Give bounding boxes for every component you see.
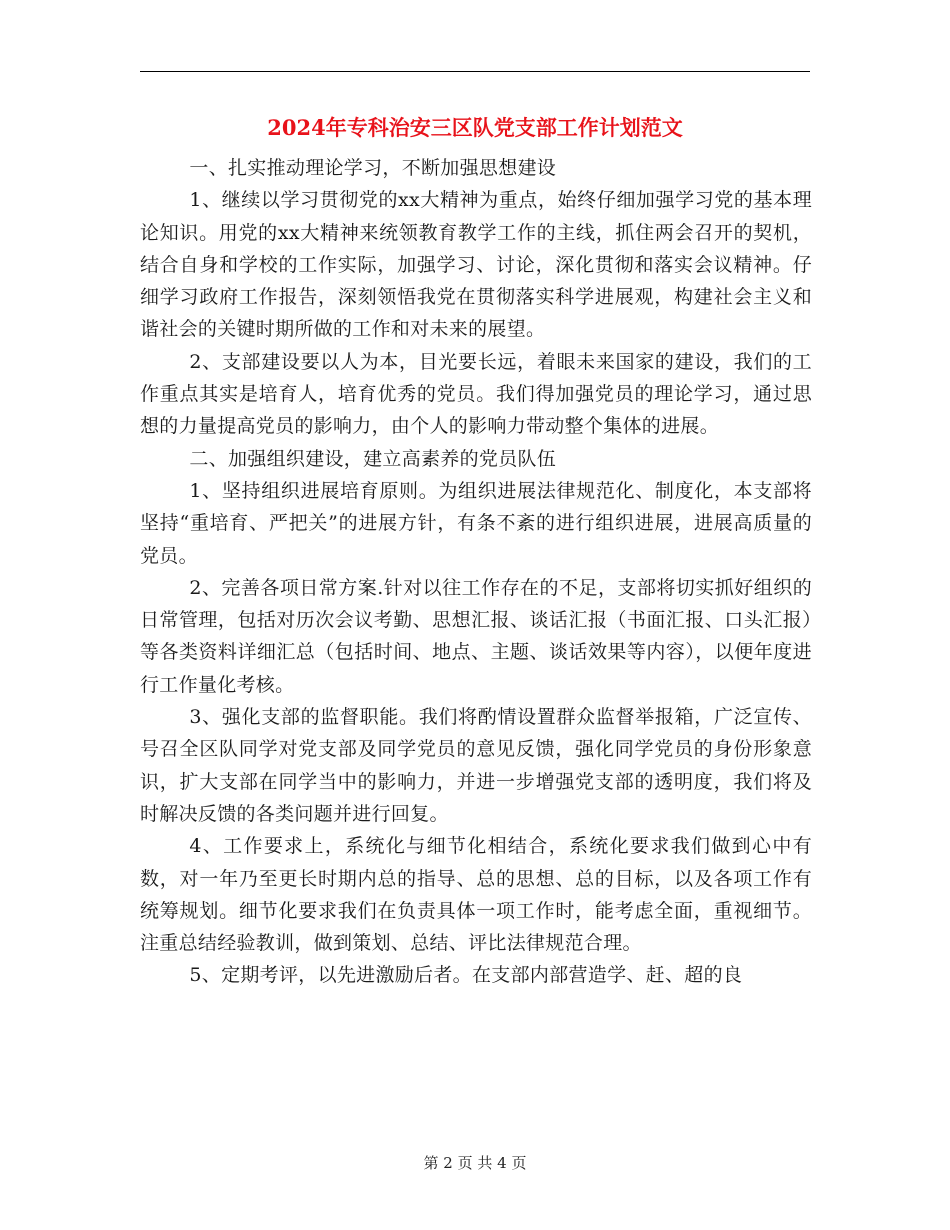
section-heading-2: 二、加强组织建设，建立高素养的党员队伍 xyxy=(189,447,557,470)
document-body xyxy=(140,152,812,992)
section-heading-1: 一、扎实推动理论学习，不断加强思想建设 xyxy=(189,157,557,179)
paragraph: 5、定期考评，以先进激励后者。在支部内部营造学、赶、超的良 xyxy=(189,964,743,987)
paragraph: 1、继续以学习贯彻党的xx大精神为重点，始终仔细加强学习党的基本理论知识。用党的xx大精神来统领教育教学工作的主线，抓住两会召开的契机，结合自身和学校的工作实际，加强学习、讨论，深化贯彻和落实会议精神。仔细学习政府工作报告，深刻领悟我党在贯彻落实科学进展观，构建社会主义和谐社会的关键时期所做的工作和对未来的展望。 xyxy=(140,189,812,341)
page-number-footer: 第 2 页 共 4 页 xyxy=(423,1154,527,1172)
paragraph: 4、工作要求上，系统化与细节化相结合，系统化要求我们做到心中有数，对一年乃至更长时期内总的指导、总的思想、总的目标，以及各项工作有统筹规划。细节化要求我们在负责具体一项工作时，能考虑全面，重视细节。注重总结经验教训，做到策划、总结、评比法律规范合理。 xyxy=(140,835,812,955)
paragraph: 3、强化支部的监督职能。我们将酌情设置群众监督举报箱，广泛宣传、号召全区队同学对党支部及同学党员的意见反馈，强化同学党员的身份形象意识，扩大支部在同学当中的影响力，并进一步增强党支部的透明度，我们将及时解决反馈的各类问题并进行回复。 xyxy=(140,706,812,825)
header-rule xyxy=(140,71,810,72)
paragraph: 2、支部建设要以人为本，目光要长远，着眼未来国家的建设，我们的工作重点其实是培育人，培育优秀的党员。我们得加强党员的理论学习，通过思想的力量提高党员的影响力，由个人的影响力带动整个集体的进展。 xyxy=(140,350,812,438)
paragraph: 1、坚持组织进展培育原则。为组织进展法律规范化、制度化，本支部将坚持“重培育、严把关”的进展方针，有条不紊的进行组织进展，进展高质量的党员。 xyxy=(140,479,812,567)
document-title: 2024年专科治安三区队党支部工作计划范文 xyxy=(267,115,683,140)
paragraph: 2、完善各项日常方案.针对以往工作存在的不足，支部将切实抓好组织的日常管理，包括对历次会议考勤、思想汇报、谈话汇报（书面汇报、口头汇报）等各类资料详细汇总（包括时间、地点、主题、谈话效果等内容），以便年度进行工作量化考核。 xyxy=(140,576,812,696)
